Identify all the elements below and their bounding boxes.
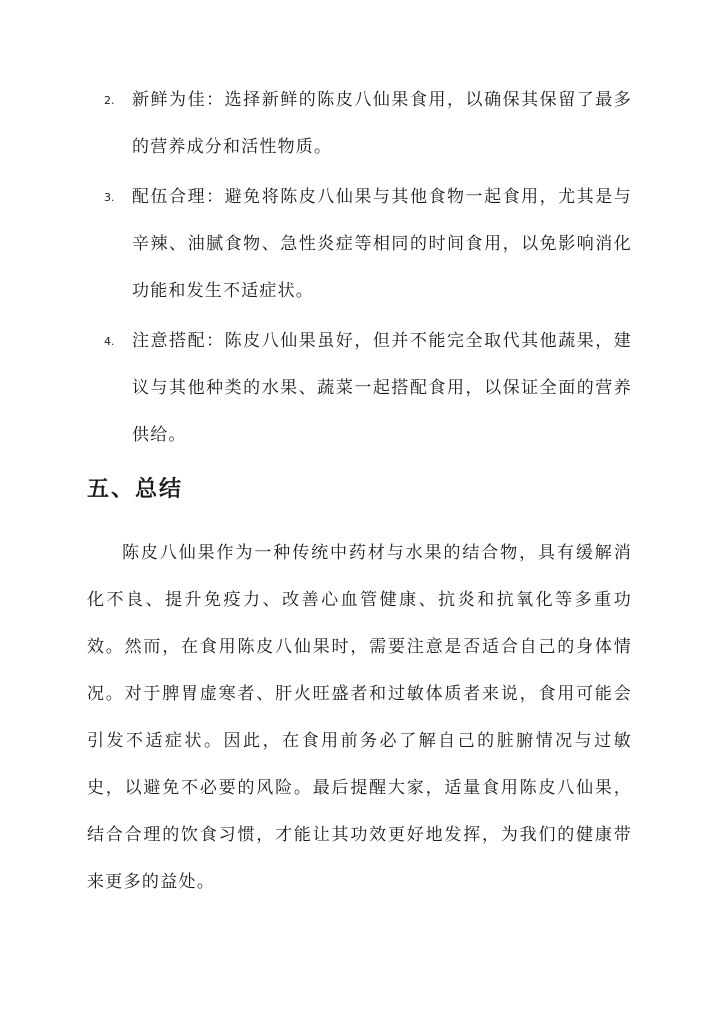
list-item-text: 注意搭配：陈皮八仙果虽好，但并不能完全取代其他蔬果，建议与其他种类的水果、蔬菜一起搭配食用，以保证全面的营养供给。: [132, 331, 632, 445]
list-number: 3.: [104, 191, 115, 204]
summary-paragraph: 陈皮八仙果作为一种传统中药材与水果的结合物，具有缓解消化不良、提升免疫力、改善心血管健康、抗炎和抗氧化等多重功效。然而，在食用陈皮八仙果时，需要注意是否适合自己的身体情况。对于脾胃虚寒者、肝火旺盛者和过敏体质者来说，食用可能会引发不适症状。因此，在食用前务必了解自己的脏腑情况与过敏史，以避免不必要的风险。最后提醒大家，适量食用陈皮八仙果，结合合理的饮食习惯，才能让其功效更好地发挥，为我们的健康带来更多的益处。: [87, 543, 632, 892]
list-item-text: 新鲜为佳：选择新鲜的陈皮八仙果食用，以确保其保留了最多的营养成分和活性物质。: [132, 90, 632, 157]
list-number: 4.: [104, 335, 115, 348]
section-heading-summary: 五、总结: [87, 477, 184, 502]
list-number: 2.: [104, 94, 115, 107]
list-item-text: 配伍合理：避免将陈皮八仙果与其他食物一起食用，尤其是与辛辣、油腻食物、急性炎症等相同的时间食用，以免影响消化功能和发生不适症状。: [132, 187, 632, 301]
